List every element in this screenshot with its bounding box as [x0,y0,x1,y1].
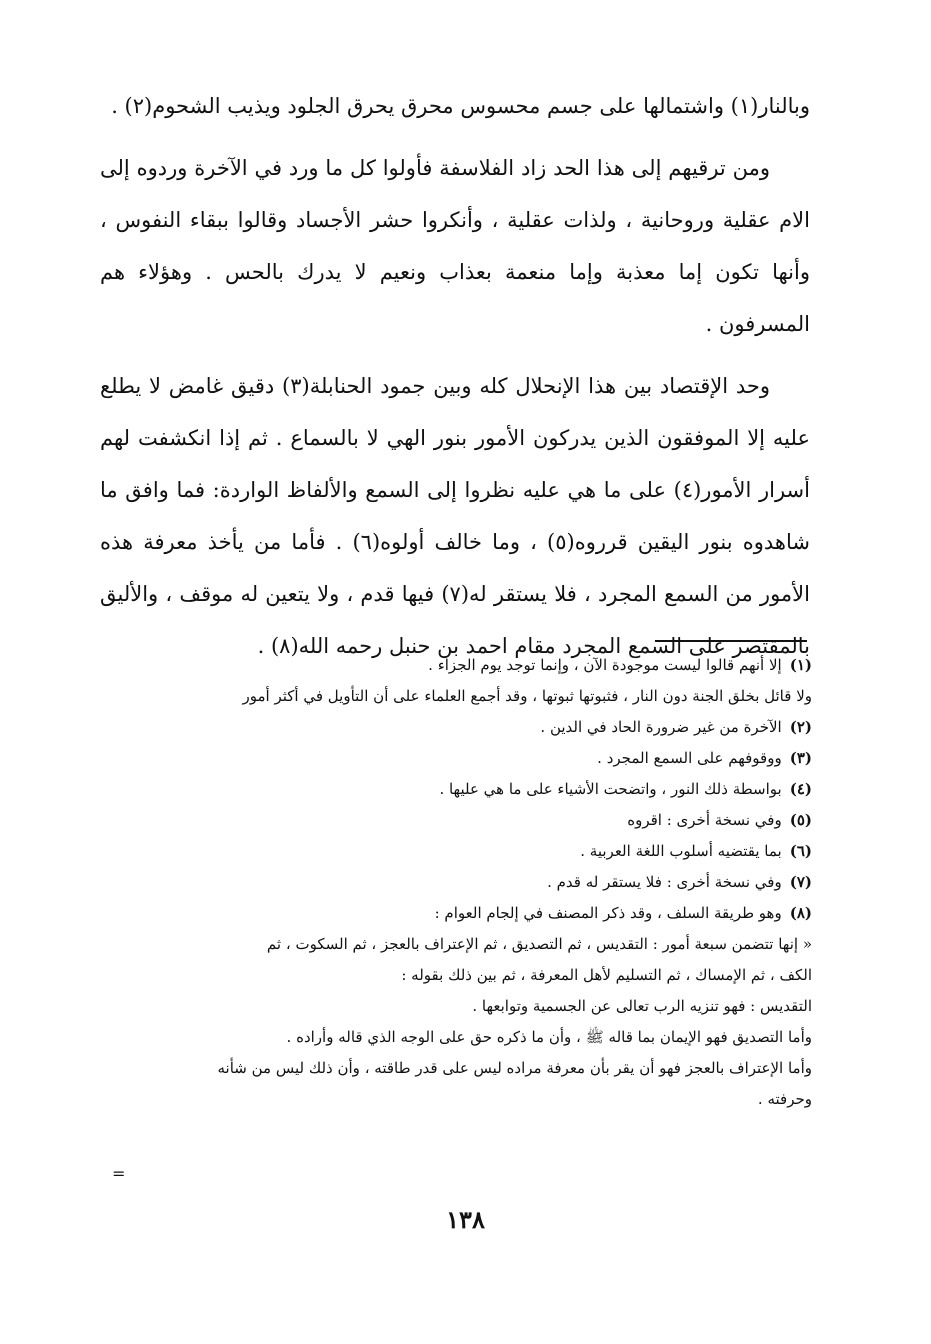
footnote-8-line: وأما التصديق فهو الإيمان بما قاله ﷺ ، وأن ما ذكره حق على الوجه الذي قاله وأراده . [286,1028,812,1046]
footnote-8-line: وحرفته . [757,1090,812,1108]
footnote-7 [100,867,812,898]
paragraph-1: وبالنار(١) واشتمالها على جسم محسوس محرق يحرق الجلود ويذيب الشحوم(٢) . [111,94,810,118]
footnote-text: وفي نسخة أخرى : فلا يستقر له قدم . [547,873,782,891]
footnote-number: (٦) [789,842,812,860]
footnote-2 [100,712,812,743]
footnote-8-line: الكف ، ثم الإمساك ، ثم التسليم لأهل المعرفة ، ثم بين ذلك بقوله : [401,966,812,984]
footnote-8-line: التقديس : فهو تنزيه الرب تعالى عن الجسمية وتوابعها . [472,997,812,1015]
footnote-5 [100,805,812,836]
paragraph-3: وحد الإقتصاد بين هذا الإنحلال كله وبين جمود الحنابلة(٣) دقيق غامض لا يطلع عليه إلا الموفقون الذين يدركون الأمور بنور الهي لا بالسماع . ثم إذا انكشفت لهم أسرار الأمور(٤) على ما هي عليه نظروا إلى السمع والألفاظ الواردة: فما وافق ما شاهدوه بنور اليقين قرروه(٥) ، وما خالف أولوه(٦) . فأما من يأخذ معرفة هذه الأمور من السمع المجرد ، فلا يستقر له(٧) فيها قدم ، ولا يتعين له موقف ، والأليق بالمقتصر على السمع المجرد مقام احمد بن حنبل رحمه الله(٨) . [100,374,810,658]
footnote-1 [100,650,812,681]
footnote-1-continuation: ولا قائل بخلق الجنة دون النار ، فثبوتها ثبوتها ، وقد أجمع العلماء على أن التأويل في أكثر أمور [242,687,812,705]
footnote-number: (٤) [789,780,812,798]
footnote-text: ووقوفهم على السمع المجرد . [597,749,782,767]
footnote-8-line: وأما الإعتراف بالعجز فهو أن يقر بأن معرفة مراده ليس على قدر طاقته ، وأن ذلك ليس من شأنه [217,1059,812,1077]
footnote-number: (٣) [789,749,812,767]
footnote-number: (٧) [789,873,812,891]
continuation-mark: = [112,1164,126,1183]
paragraph-2: ومن ترقيهم إلى هذا الحد زاد الفلاسفة فأولوا كل ما ورد في الآخرة وردوه إلى الام عقلية وروحانية ، ولذات عقلية ، وأنكروا حشر الأجساد وقالوا ببقاء النفوس ، وأنها تكون إما معذبة وإما منعمة بعذاب ونعيم لا يدرك بالحس . وهؤلاء هم المسرفون . [100,156,810,336]
footnote-3 [100,743,812,774]
footnote-divider [655,640,807,642]
footnote-text: بواسطة ذلك النور ، واتضحت الأشياء على ما هي عليها . [439,780,782,798]
footnote-8-line: « إنها تتضمن سبعة أمور : التقديس ، ثم التصديق ، ثم الإعتراف بالعجز ، ثم السكوت ، ثم [266,935,812,953]
footnote-6 [100,836,812,867]
footnote-8 [100,898,812,929]
footnote-number: (٨) [789,904,812,922]
footnote-text: الآخرة من غير ضرورة الحاد في الدين . [540,718,782,736]
footnote-text: بما يقتضيه أسلوب اللغة العربية . [580,842,782,860]
footnote-text: وهو طريقة السلف ، وقد ذكر المصنف في إلجام العوام : [434,904,782,922]
footnote-number: (١) [789,656,812,674]
footnotes [100,650,812,1115]
footnote-number: (٥) [789,811,812,829]
footnote-4 [100,774,812,805]
footnote-text: إلا أنهم قالوا ليست موجودة الآن ، وإنما توجد يوم الجزاء . [428,656,782,674]
main-text [100,80,810,682]
footnote-text: وفي نسخة أخرى : اقروه [627,811,782,829]
footnote-number: (٢) [789,718,812,736]
page-number: ١٣٨ [446,1205,485,1234]
